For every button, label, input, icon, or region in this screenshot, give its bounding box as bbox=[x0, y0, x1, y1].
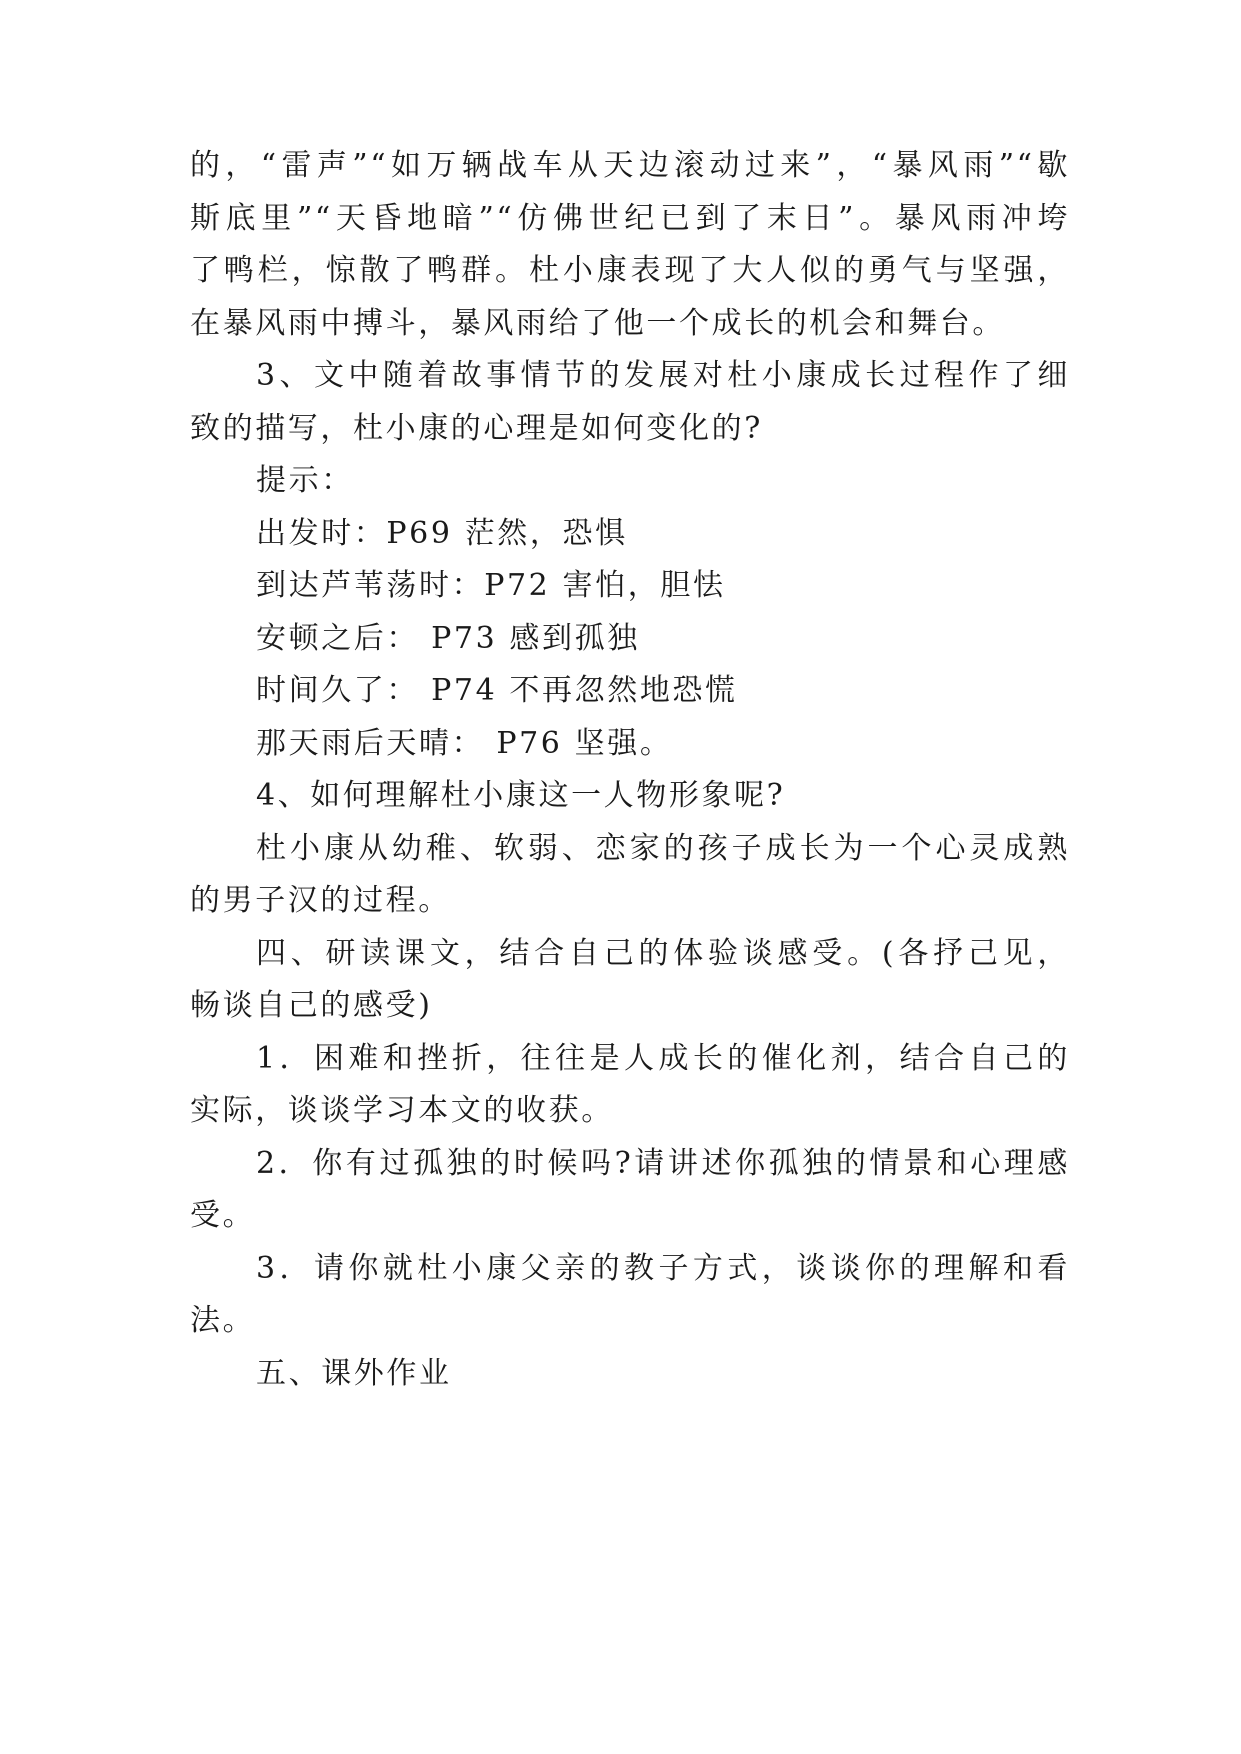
text-line-3: 了鸭栏，惊散了鸭群。杜小康表现了大人似的勇气与坚强， bbox=[190, 253, 1070, 288]
section-4-heading-line-1: 四、研读课文，结合自己的体验谈感受。(各抒己见， bbox=[256, 936, 1070, 971]
hint-item-3: 安顿之后： P73 感到孤独 bbox=[256, 621, 640, 656]
hint-item-5: 那天雨后天晴： P76 坚强。 bbox=[256, 726, 673, 761]
section-4-heading-line-2: 畅谈自己的感受) bbox=[190, 988, 433, 1023]
item-2-line-2: 受。 bbox=[190, 1198, 256, 1233]
hint-label: 提示： bbox=[256, 463, 354, 498]
item-2-line-1: 2．你有过孤独的时候吗?请讲述你孤独的情景和心理感 bbox=[256, 1146, 1070, 1181]
question-3-line-1: 3、文中随着故事情节的发展对杜小康成长过程作了细 bbox=[256, 358, 1070, 393]
hint-item-1: 出发时：P69 茫然，恐惧 bbox=[256, 516, 628, 551]
hint-item-2: 到达芦苇荡时：P72 害怕，胆怯 bbox=[256, 568, 726, 603]
item-1-line-1: 1．困难和挫折，往往是人成长的催化剂，结合自己的 bbox=[256, 1041, 1070, 1076]
text-line-2: 斯底里”“天昏地暗”“仿佛世纪已到了末日”。暴风雨冲垮 bbox=[190, 201, 1070, 236]
section-5-heading: 五、课外作业 bbox=[256, 1356, 452, 1391]
item-1-line-2: 实际，谈谈学习本文的收获。 bbox=[190, 1093, 614, 1128]
item-3-line-1: 3．请你就杜小康父亲的教子方式，谈谈你的理解和看 bbox=[256, 1251, 1070, 1286]
answer-4-line-2: 的男子汉的过程。 bbox=[190, 883, 451, 918]
text-line-1: 的，“雷声”“如万辆战车从天边滚动过来”，“暴风雨”“歇 bbox=[190, 148, 1070, 183]
answer-4-line-1: 杜小康从幼稚、软弱、恋家的孩子成长为一个心灵成熟 bbox=[256, 831, 1070, 866]
item-3-line-2: 法。 bbox=[190, 1303, 256, 1338]
text-line-4: 在暴风雨中搏斗，暴风雨给了他一个成长的机会和舞台。 bbox=[190, 306, 1005, 341]
question-4: 4、如何理解杜小康这一人物形象呢? bbox=[256, 778, 786, 813]
question-3-line-2: 致的描写，杜小康的心理是如何变化的? bbox=[190, 411, 763, 446]
hint-item-4: 时间久了： P74 不再忽然地恐慌 bbox=[256, 673, 738, 708]
